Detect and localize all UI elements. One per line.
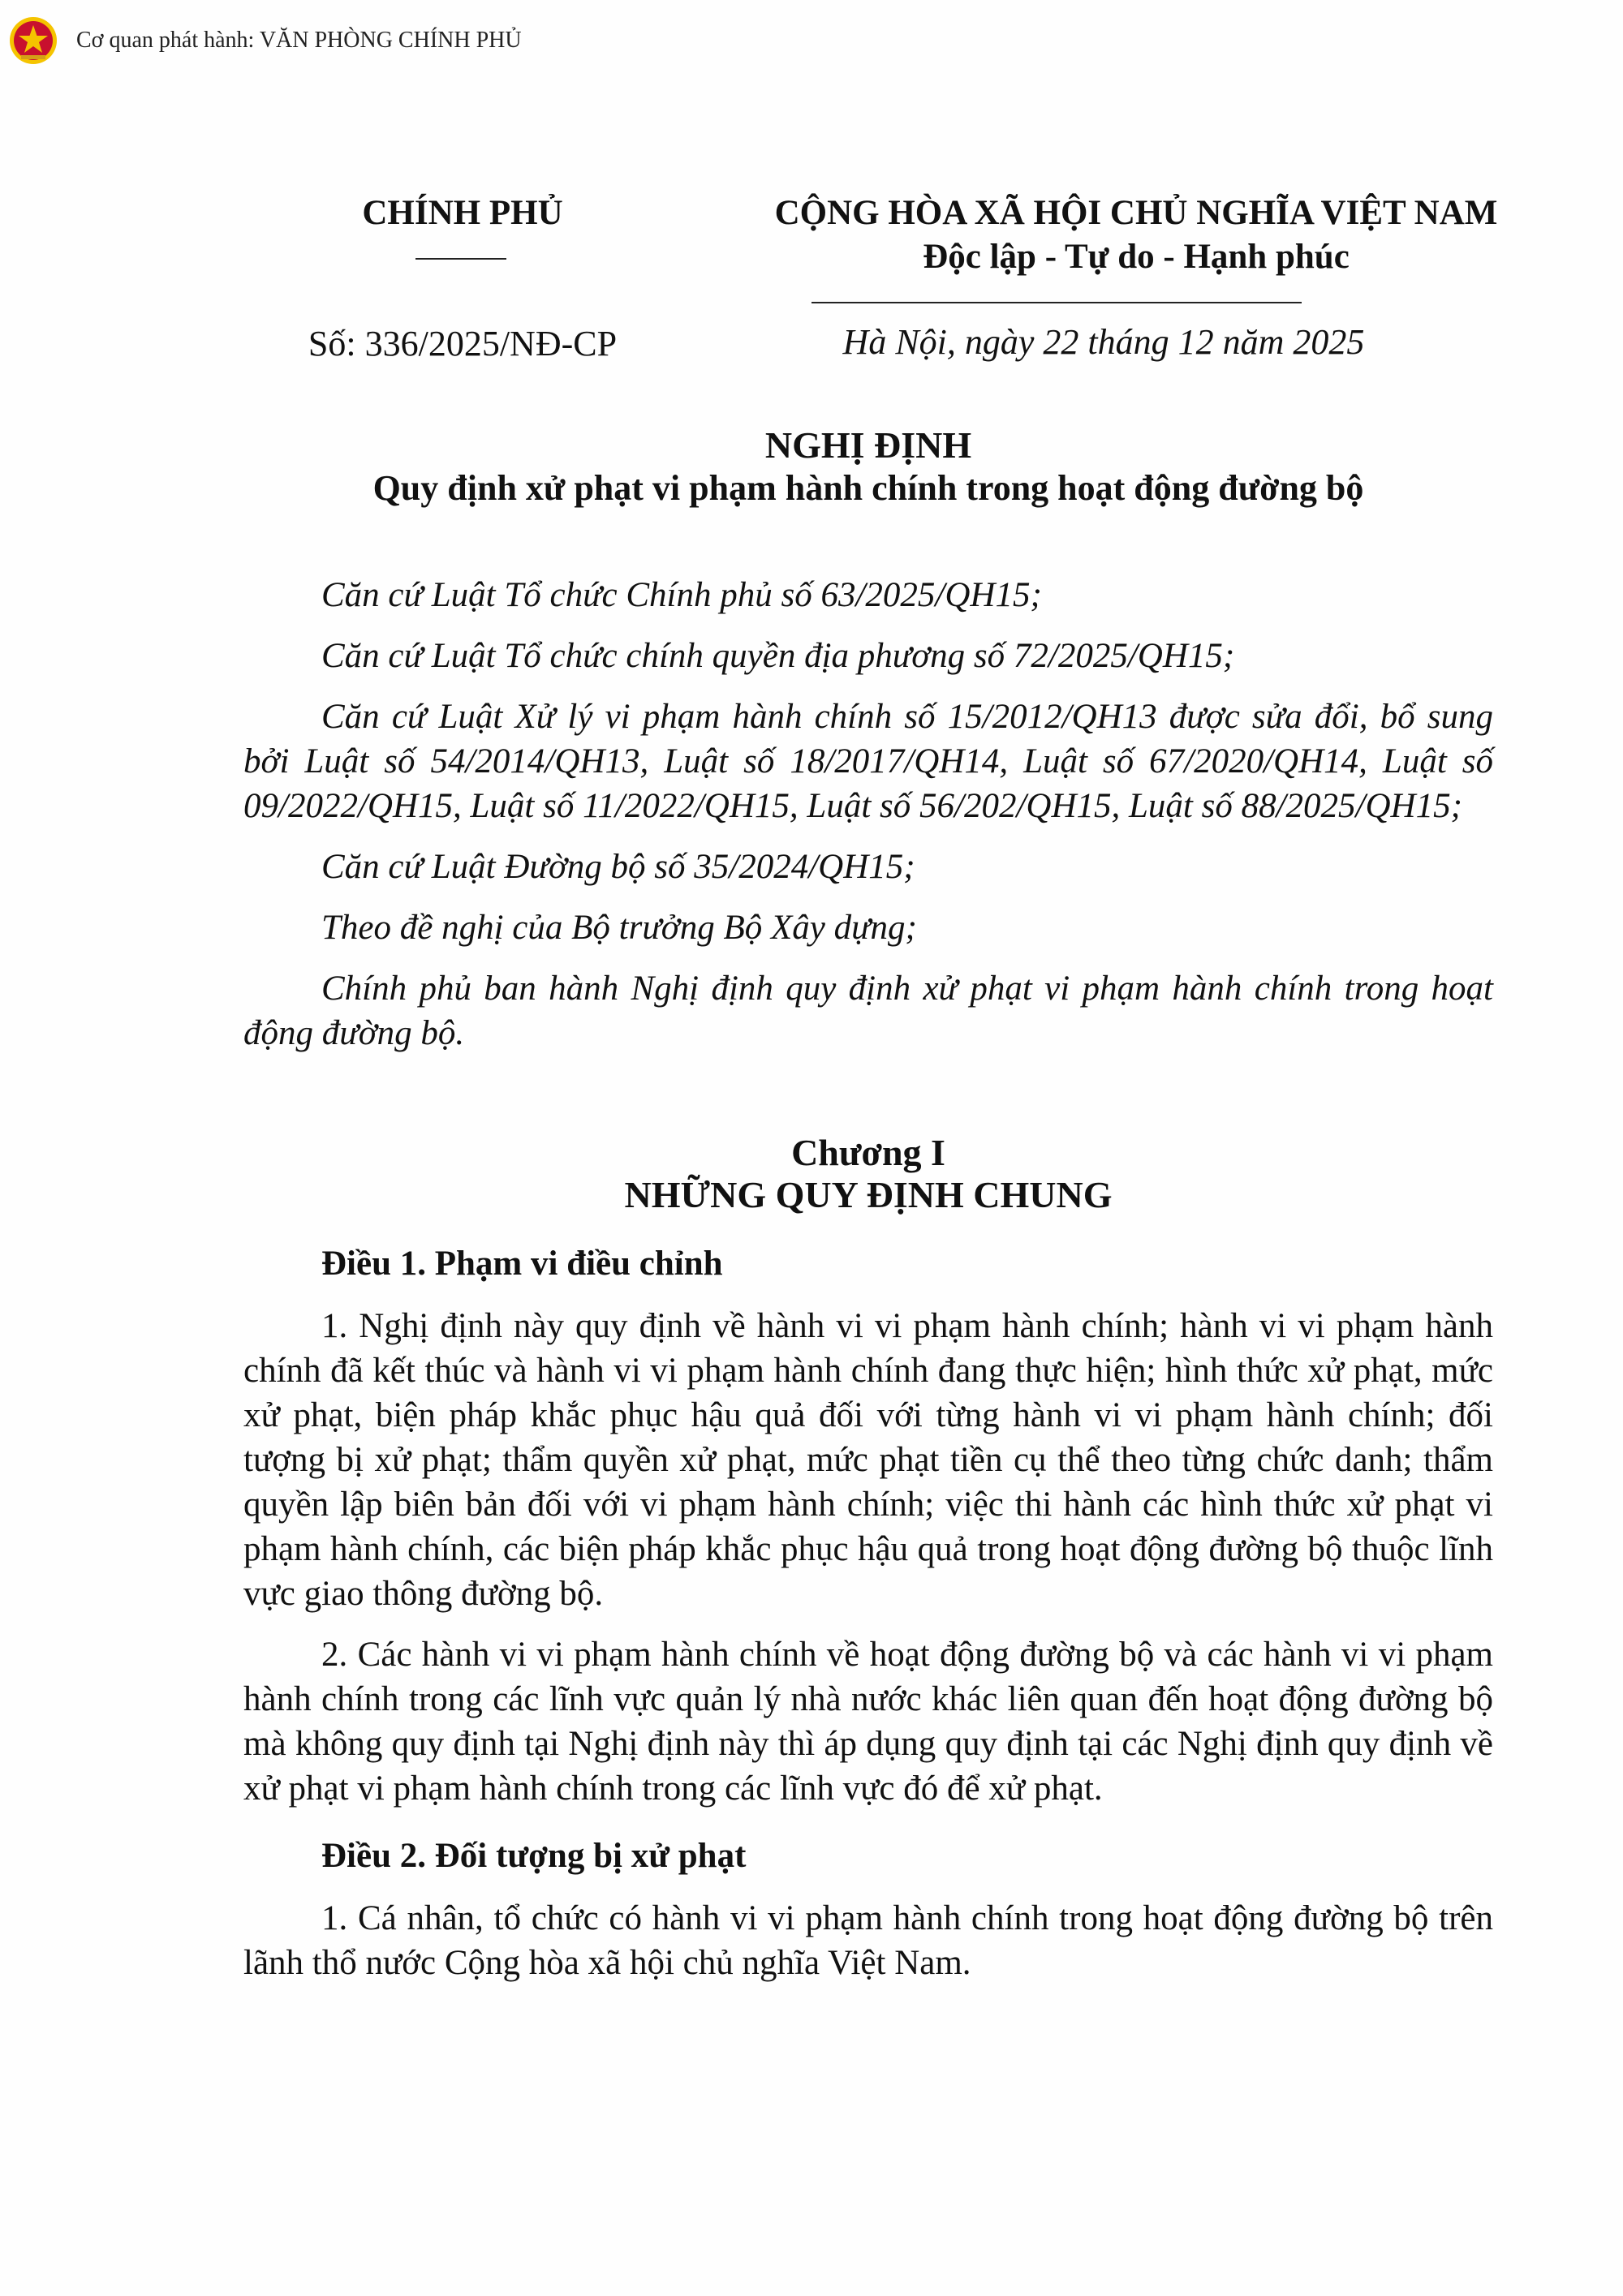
document-subject: Quy định xử phạt vi phạm hành chính trong hoạt động đường bộ (372, 468, 1364, 508)
article-heading: Điều 1. Phạm vi điều chỉnh (321, 1245, 723, 1283)
preamble-item: Căn cứ Luật Xử lý vi phạm hành chính số 15/2012/QH13 được sửa đổi, bổ sung bởi Luật số 54/2014/QH13, Luật số 18/2017/QH14, Luật số 67/2020/QH14, Luật số 09/2022/QH15, Luật số 11/2022/QH15, Luật số 56/202/QH15, Luật số 88/2025/QH15; (243, 698, 1493, 825)
article-clause: 1. Cá nhân, tổ chức có hành vi vi phạm hành chính trong hoạt động đường bộ trên lãnh thổ nước Cộng hòa xã hội chủ nghĩa Việt Nam. (243, 1899, 1493, 1982)
left-rule (415, 258, 506, 260)
article-clause: 1. Nghị định này quy định về hành vi vi phạm hành chính; hành vi vi phạm hành chính đã kết thúc và hành vi vi phạm hành chính đang thực hiện; hình thức xử phạt, mức xử phạt, biện pháp khắc phục hậu quả đối với từng hành vi vi phạm hành chính; đối tượng bị xử phạt; thẩm quyền xử phạt, mức phạt tiền cụ thể theo từng chức danh; thẩm quyền lập biên bản đối với vi phạm hành chính; việc thi hành các hình thức xử phạt vi phạm hành chính, các biện pháp khắc phục hậu quả trong hoạt động đường bộ thuộc lĩnh vực giao thông đường bộ. (243, 1307, 1493, 1613)
preamble-item: Căn cứ Luật Đường bộ số 35/2024/QH15; (321, 848, 915, 886)
preamble-item: Căn cứ Luật Tổ chức chính quyền địa phương số 72/2025/QH15; (321, 637, 1235, 675)
document-type: NGHỊ ĐỊNH (764, 424, 972, 466)
article-heading: Điều 2. Đối tượng bị xử phạt (321, 1837, 747, 1875)
left-organization: CHÍNH PHỦ (362, 194, 563, 232)
document-number: Số: 336/2025/NĐ-CP (308, 324, 618, 363)
national-motto: Độc lập - Tự do - Hạnh phúc (923, 238, 1350, 276)
national-emblem-icon (8, 15, 58, 66)
chapter-name: NHỮNG QUY ĐỊNH CHUNG (624, 1174, 1113, 1215)
motto-rule (812, 302, 1302, 303)
issuer-label: Cơ quan phát hành: VĂN PHÒNG CHÍNH PHỦ (76, 28, 522, 53)
national-title: CỘNG HÒA XÃ HỘI CHỦ NGHĨA VIỆT NAM (774, 194, 1498, 232)
preamble-item: Căn cứ Luật Tổ chức Chính phủ số 63/2025/QH15; (321, 576, 1042, 614)
place-date: Hà Nội, ngày 22 tháng 12 năm 2025 (842, 322, 1365, 362)
chapter-number: Chương I (791, 1132, 945, 1173)
preamble (243, 573, 1493, 1056)
preamble-item: Theo đề nghị của Bộ trưởng Bộ Xây dựng; (321, 909, 917, 947)
article-clause: 2. Các hành vi vi phạm hành chính về hoạt động đường bộ và các hành vi vi phạm hành chính trong các lĩnh vực quản lý nhà nước khác liên quan đến hoạt động đường bộ mà không quy định tại Nghị định này thì áp dụng quy định tại các Nghị định quy định về xử phạt vi phạm hành chính trong các lĩnh vực đó để xử phạt. (243, 1636, 1493, 1808)
articles (243, 1241, 1493, 1985)
preamble-item: Chính phủ ban hành Nghị định quy định xử phạt vi phạm hành chính trong hoạt động đường bộ. (243, 970, 1493, 1052)
issuer-banner (8, 21, 522, 60)
